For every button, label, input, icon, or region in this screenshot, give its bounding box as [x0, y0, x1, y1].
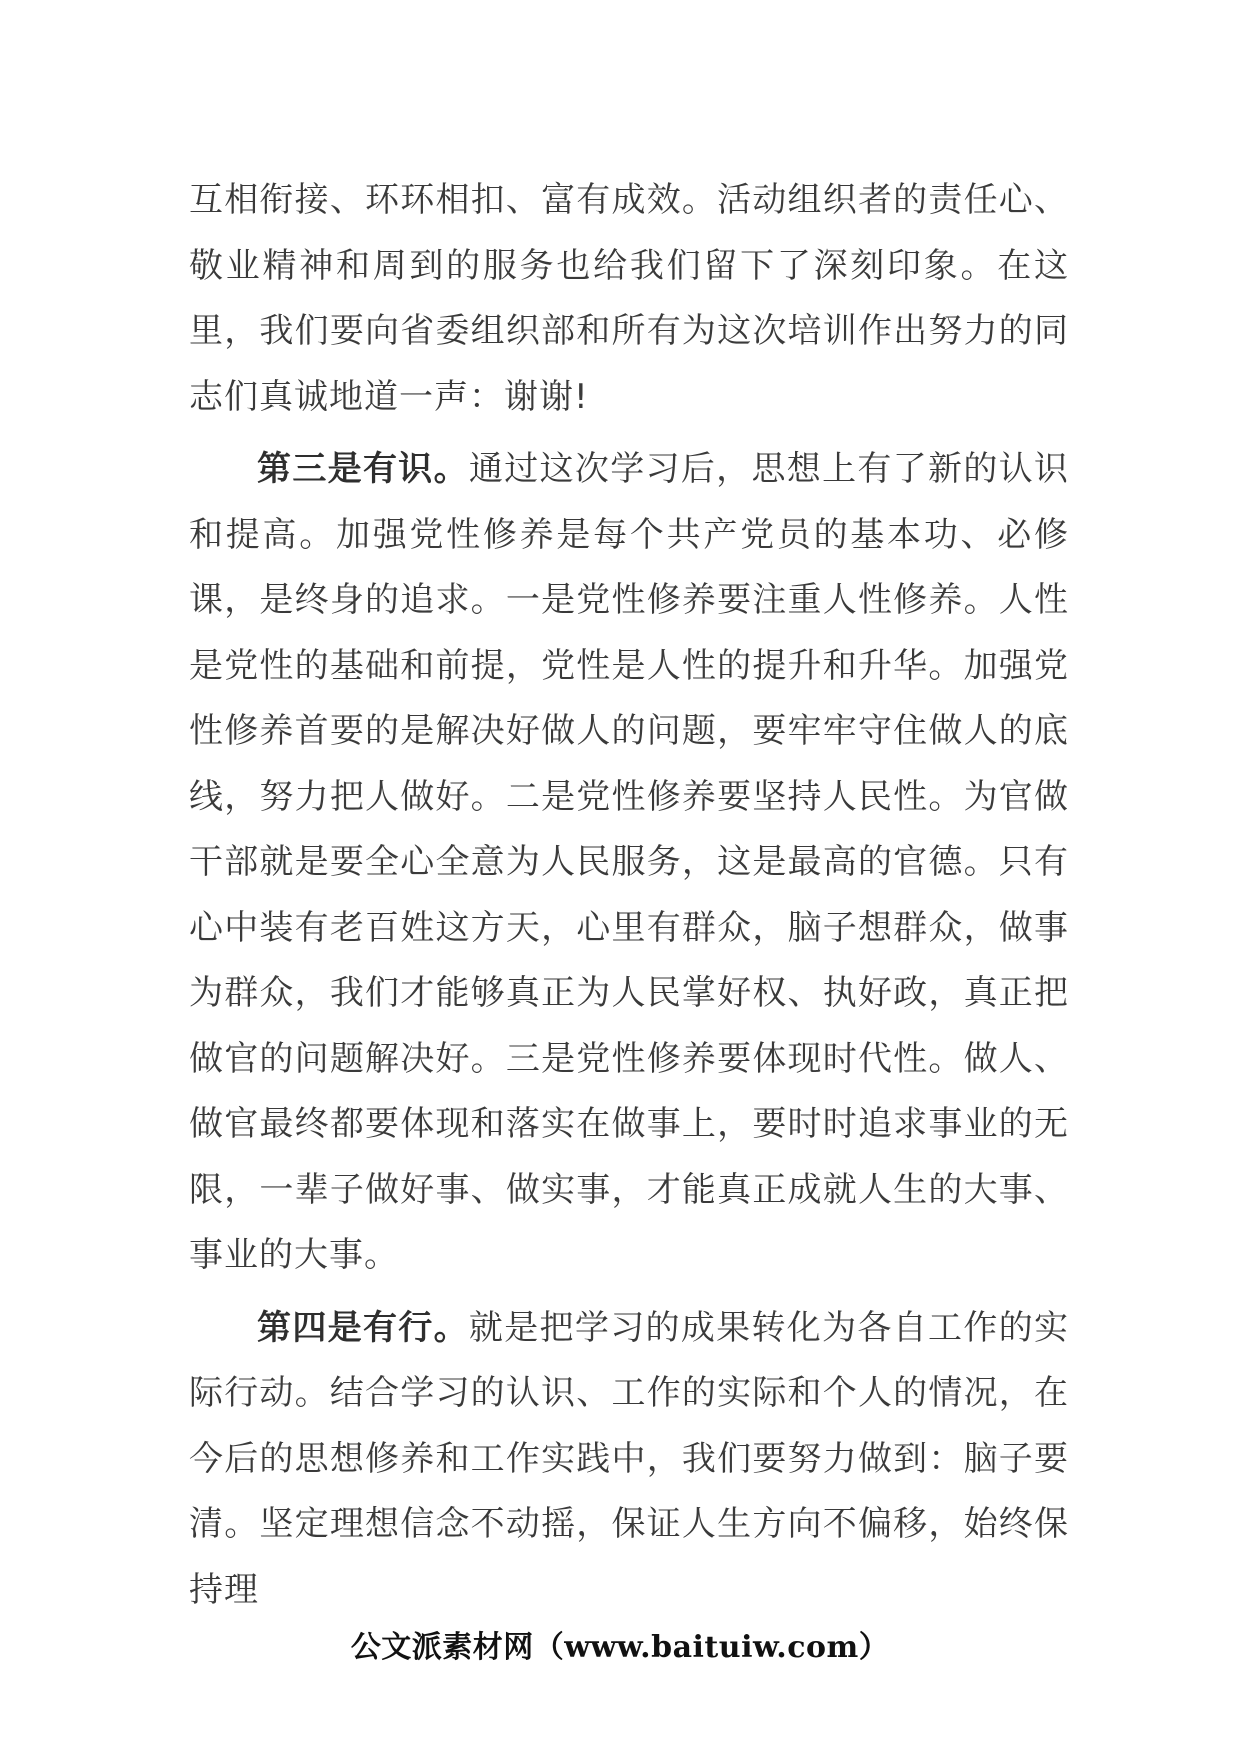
paragraph-continuation — [189, 168, 1069, 430]
paragraph-lead-heading: 第四是有行。 — [257, 1307, 469, 1348]
paragraph-lead-heading: 第三是有识。 — [257, 449, 469, 489]
paragraph-text: 互相衔接、环环相扣、富有成效。活动组织者的责任心、敬业精神和周到的服务也给我们留下了深刻印象。在这里，我们要向省委组织部和所有为这次培训作出努力的同志们真诚地道一声：谢谢! — [189, 180, 1069, 417]
paragraph-text: 通过这次学习后，思想上有了新的认识和提高。加强党性修养是每个共产党员的基本功、必修课，是终身的追求。一是党性修养要注重人性修养。人性是党性的基础和前提，党性是人性的提升和升华。加强党性修养首要的是解决好做人的问题，要牢牢守住做人的底线，努力把人做好。二是党性修养要坚持人民性。为官做干部就是要全心全意为人民服务，这是最高的官德。只有心中装有老百姓这方天，心里有群众，脑子想群众，做事为群众，我们才能够真正为人民掌好权、执好政，真正把做官的问题解决好。三是党性修养要体现时代性。做人、做官最终都要体现和落实在做事上，要时时追求事业的无限，一辈子做好事、做实事，才能真正成就人生的大事、事业的大事。 — [189, 449, 1070, 1275]
document-body — [189, 168, 1069, 1623]
paragraph-fourth-point — [189, 1296, 1069, 1624]
page-footer-watermark: 公文派素材网（www.baituiw.com） — [350, 1630, 890, 1665]
paragraph-third-point — [189, 437, 1069, 1289]
paragraph-text: 就是把学习的成果转化为各自工作的实际行动。结合学习的认识、工作的实际和个人的情况，在今后的思想修养和工作实践中，我们要努力做到：脑子要清。坚定理想信念不动摇，保证人生方向不偏移，始终保持理 — [189, 1307, 1070, 1610]
